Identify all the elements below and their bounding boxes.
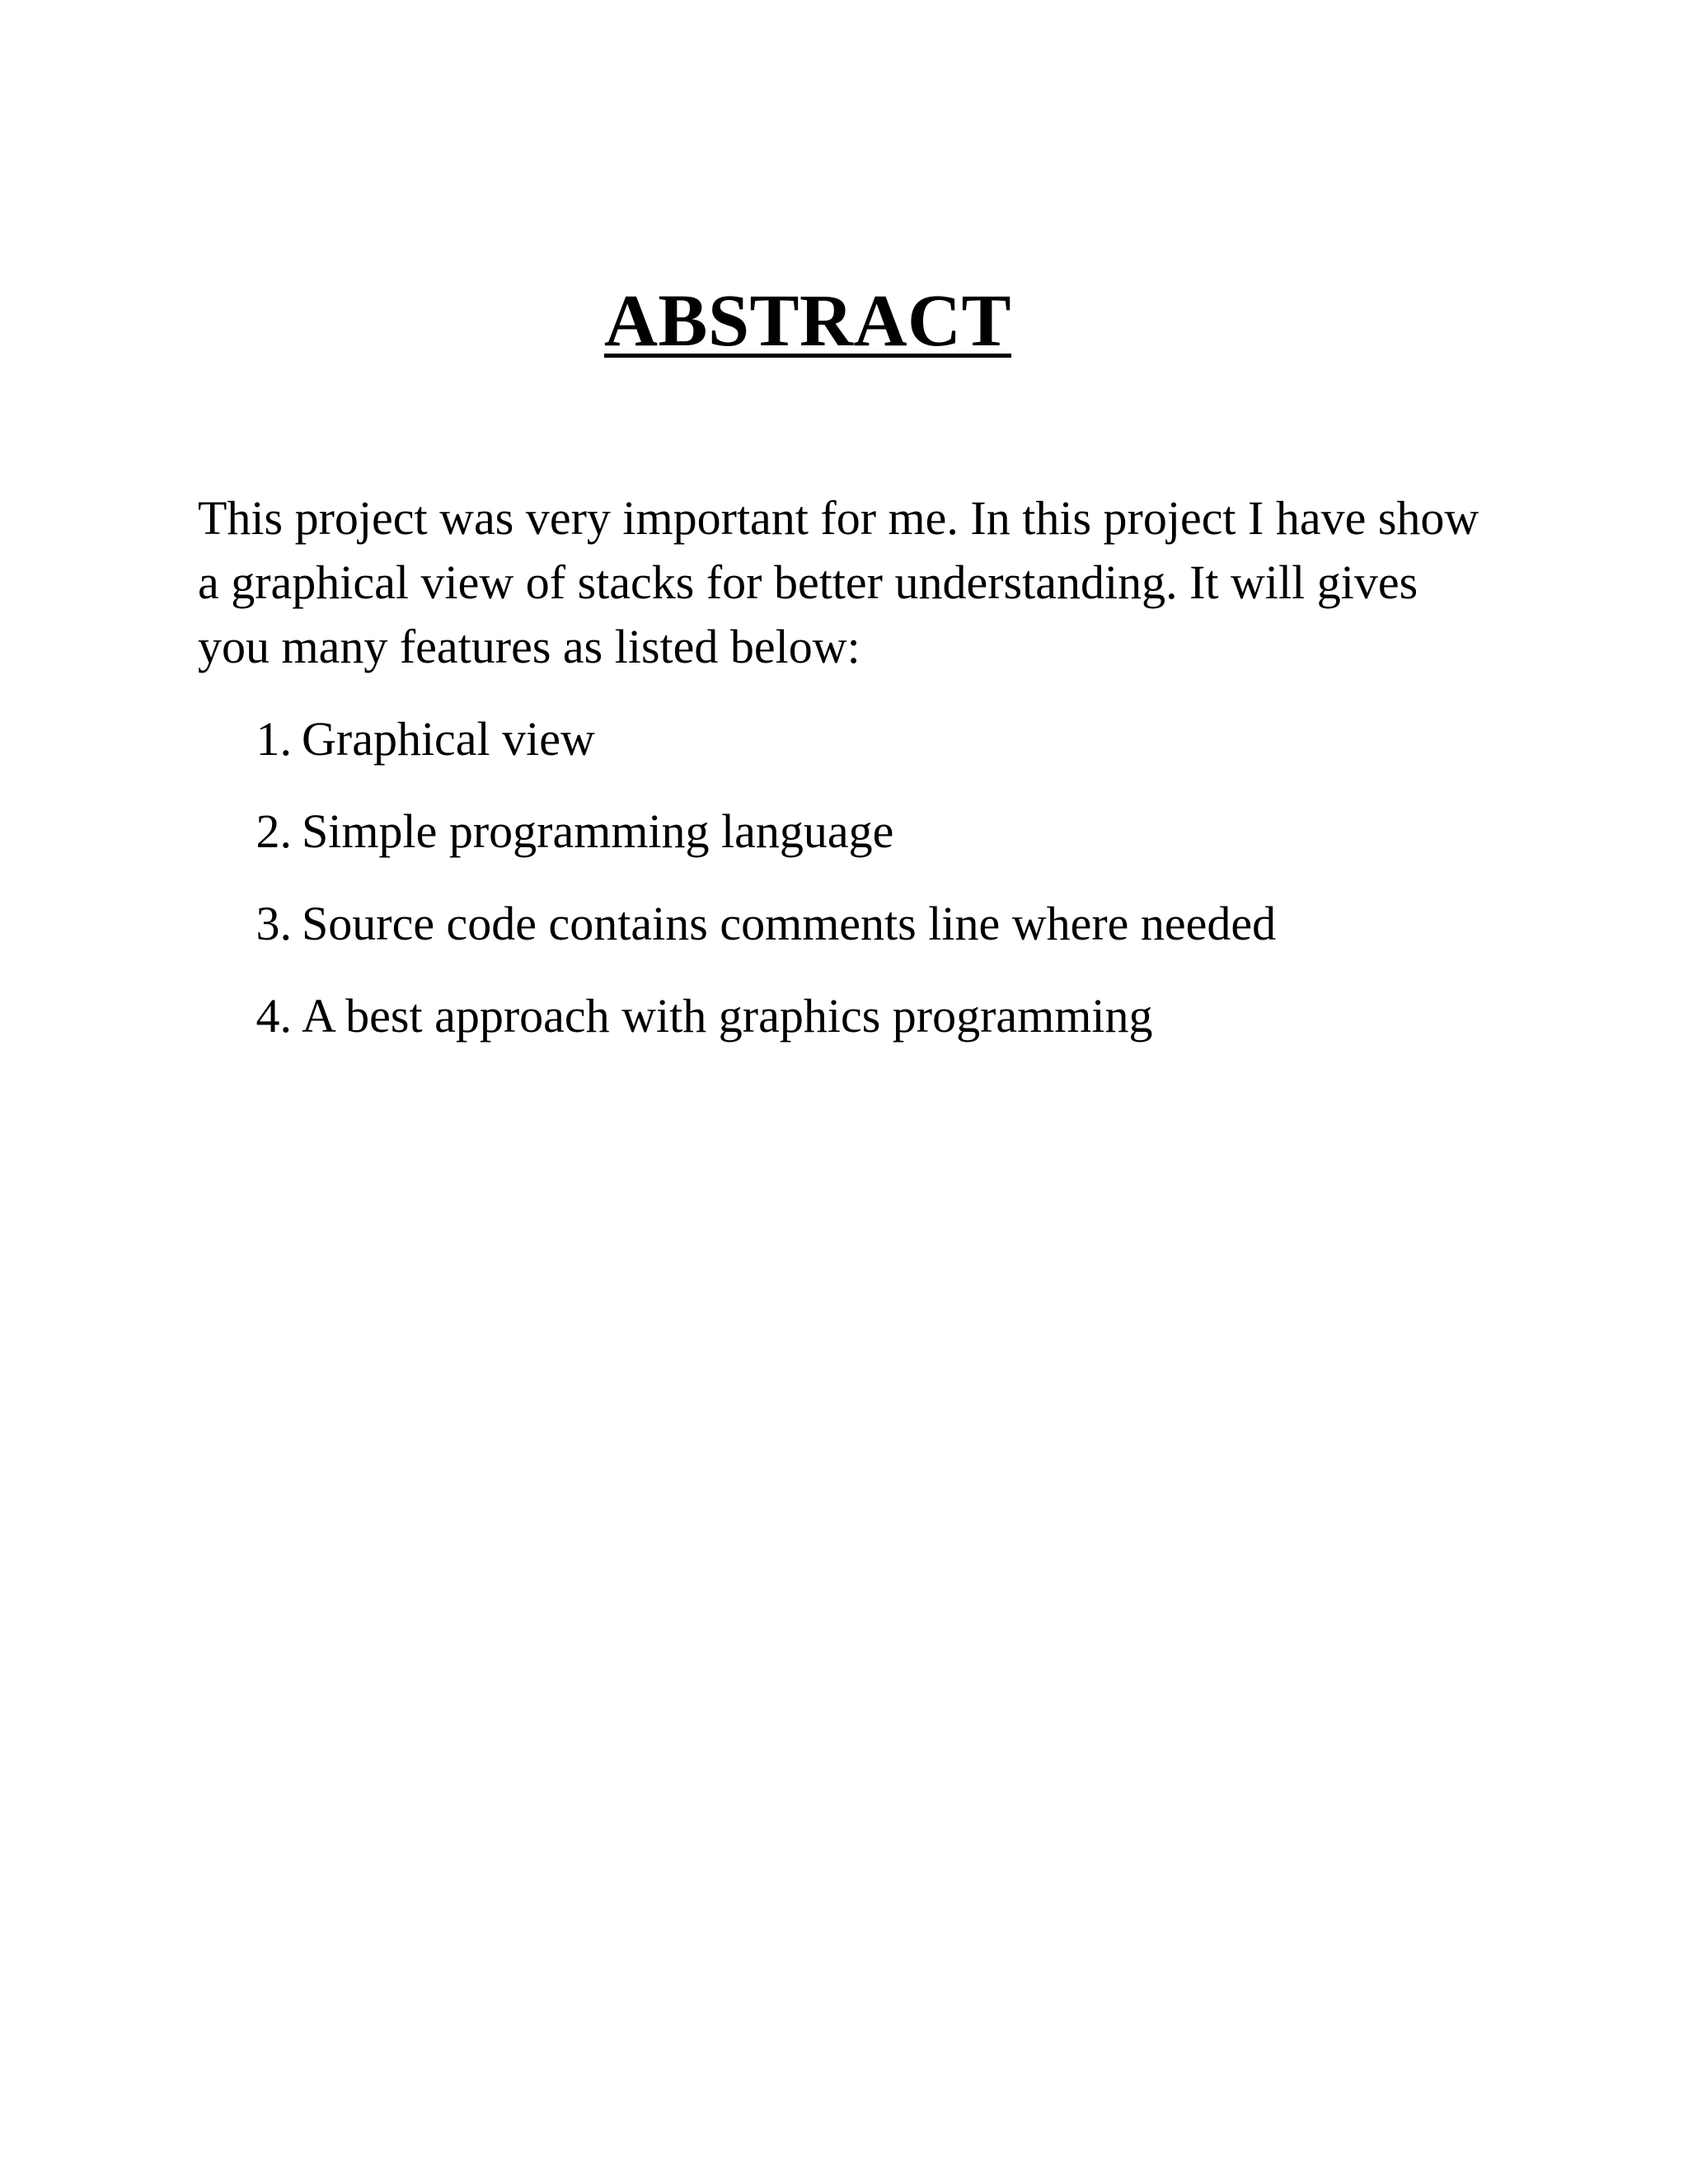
feature-number: 4.: [256, 989, 292, 1043]
page-title: ABSTRACT: [603, 280, 1012, 362]
abstract-paragraph: This project was very important for me. In this project I have show a graphical view of stacks for better understanding. It will gives you many features as listed below:: [198, 491, 1479, 673]
feature-item-4: [198, 984, 1484, 1076]
feature-text: Simple programming language: [302, 804, 894, 858]
feature-item-1: [198, 707, 1484, 799]
feature-item-3: [198, 892, 1484, 984]
feature-list: [198, 707, 1484, 1076]
feature-text: A best approach with graphics programming: [302, 989, 1153, 1043]
feature-number: 3.: [256, 897, 292, 950]
feature-number: 1.: [256, 712, 292, 766]
feature-number: 2.: [256, 804, 292, 858]
feature-item-2: [198, 799, 1484, 892]
feature-text: Graphical view: [302, 712, 595, 766]
feature-text: Source code contains comments line where needed: [302, 897, 1277, 950]
